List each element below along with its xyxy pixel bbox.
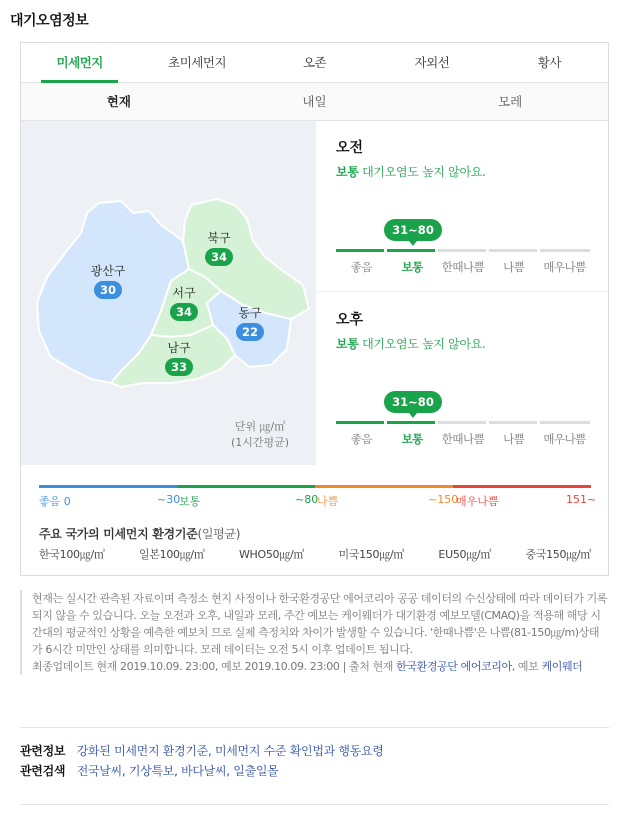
unit-caption <box>231 419 289 451</box>
grade-scale <box>336 391 590 446</box>
tab-now[interactable]: 현재 <box>106 94 131 109</box>
forecast-message: 대기오염도 높지 않아요. <box>362 337 486 351</box>
scale-label: 좋음 <box>350 260 372 274</box>
region-value-seo: 34 <box>170 303 198 321</box>
scale-label: 나쁨 <box>503 432 525 446</box>
related-info-link-guide[interactable]: 미세먼지 수준 확인법과 행동요령 <box>214 744 384 758</box>
related-info-label: 관련정보 <box>20 744 66 758</box>
source-prefix: | 출처 현재 <box>342 660 394 673</box>
related-search-link-sunrise[interactable]: 일출일몰 <box>233 764 279 778</box>
tab-pm10[interactable]: 미세먼지 <box>21 43 138 82</box>
scale-segment <box>387 421 435 424</box>
scale-segment <box>540 249 590 252</box>
standard-item: EU50㎍/㎥ <box>438 548 492 561</box>
region-label-dong: 동구 <box>238 306 262 320</box>
page-title: 대기오염정보 <box>10 13 89 29</box>
unit-note: (1시간평균) <box>231 436 290 449</box>
standards-title-text: 주요 국가의 미세먼지 환경기준 <box>39 527 198 541</box>
scale-label: 매우나쁨 <box>543 432 586 446</box>
range-bubble: 31~80 <box>384 219 442 241</box>
standards-title-note: (일평균) <box>197 527 241 541</box>
legend-label-bad: 나쁨 <box>317 495 339 508</box>
legend-bar-good <box>39 485 177 488</box>
legend-labels <box>39 493 597 509</box>
update-time: 최종업데이트 현재 2019.10.09. 23:00, 예보 2019.10.09. 23:00 <box>32 660 340 673</box>
scale-label: 매우나쁨 <box>543 260 586 274</box>
separator: , <box>207 744 215 758</box>
notice-update-line <box>32 658 609 675</box>
forecast-panel <box>316 121 608 465</box>
scale-segment <box>336 421 384 424</box>
region-label-gwangsan: 광산구 <box>90 264 126 278</box>
scale-label: 보통 <box>401 432 423 446</box>
region-label-buk: 북구 <box>207 231 231 245</box>
region-map <box>21 121 316 465</box>
divider <box>20 727 609 728</box>
forecast-status <box>336 163 590 180</box>
tab-day-after[interactable]: 모레 <box>498 94 523 109</box>
air-quality-card <box>20 42 609 576</box>
legend-label-80: ~80 <box>295 493 319 506</box>
tab-ozone[interactable]: 오존 <box>302 55 327 70</box>
related-search-link-alert[interactable]: 기상특보 <box>128 764 175 778</box>
tab-yellow-dust[interactable]: 황사 <box>537 55 561 70</box>
separator: , <box>174 764 182 778</box>
related-search <box>20 762 278 779</box>
legend-bar-very-bad <box>453 485 591 488</box>
forecast-message: 대기오염도 높지 않아요. <box>362 165 486 179</box>
scale-segment <box>489 249 537 252</box>
legend-label-very-bad: 매우나쁨 <box>456 495 499 508</box>
forecast-period: 오후 <box>336 312 364 328</box>
forecast-period: 오전 <box>336 140 364 156</box>
related-search-link-weather[interactable]: 전국날씨 <box>76 764 122 778</box>
forecast-status <box>336 335 590 352</box>
standard-item: 미국150㎍/㎥ <box>338 548 405 561</box>
related-search-label: 관련검색 <box>20 764 66 778</box>
standards-list <box>39 546 591 562</box>
forecast-divider <box>316 291 608 292</box>
legend-label-30: ~30 <box>157 493 181 506</box>
scale-label: 좋음 <box>350 432 372 446</box>
source-mid: , 예보 <box>511 660 539 673</box>
scale-segment <box>438 249 486 252</box>
divider <box>20 804 609 805</box>
scale-label: 나쁨 <box>503 260 525 274</box>
scale-label: 보통 <box>401 260 423 274</box>
tab-uv[interactable]: 자외선 <box>414 55 450 70</box>
related-search-link-sea[interactable]: 바다날씨 <box>181 764 227 778</box>
grade-scale <box>336 219 590 274</box>
legend-label-151: 151~ <box>566 493 597 506</box>
source-kweather-link[interactable]: 케이웨더 <box>541 660 583 673</box>
region-label-seo: 서구 <box>172 286 196 300</box>
legend-bar-bad <box>315 485 453 488</box>
forecast-grade: 보통 <box>336 337 359 351</box>
related-info <box>20 742 384 759</box>
scale-labels <box>336 431 590 447</box>
tab-pm25[interactable]: 초미세먼지 <box>168 55 227 70</box>
source-prefix-text: 출처 현재 <box>349 660 394 673</box>
notice-text: 현재는 실시간 관측된 자료이며 측정소 현지 사정이나 한국환경공단 에어코리아 공공 데이터의 수신상태에 따라 데이터가 기록되지 않을 수 있습니다. 오늘 오전과 오후, 내일과 모레, 주간 예보는 케이웨더가 대기환경 예보모델(CMAQ)을 적용해 해당 시간대의 평균적인 상황을 예측한 예보치 므로 실제 측정치와 차이가 발생할 수 있습니다. '한때나쁨'은 나쁨(81-150㎍/m)상태가 6시간 미만인 상태를 의미합니다. 모레 데이터는 오전 5시 이후 업데이트 됩니다. <box>32 592 608 656</box>
separator: , <box>121 764 129 778</box>
region-value-dong: 22 <box>236 323 264 341</box>
data-notice <box>20 590 609 675</box>
forecast-grade: 보통 <box>336 165 359 179</box>
legend-bar-normal <box>177 485 315 488</box>
unit-label: 단위 ㎍/㎥ <box>234 420 286 433</box>
scale-segment <box>336 249 384 252</box>
legend-label-150: ~150 <box>428 493 459 506</box>
forecast-afternoon <box>336 309 590 459</box>
forecast-morning <box>336 137 590 297</box>
standard-item: 중국150㎍/㎥ <box>525 548 591 561</box>
region-label-nam: 남구 <box>167 341 191 355</box>
scale-segment <box>387 249 435 252</box>
standard-item: 일본100㎍/㎥ <box>138 548 205 561</box>
separator: , <box>226 764 234 778</box>
legend-bar <box>39 485 591 488</box>
region-value-gwangsan: 30 <box>94 281 122 299</box>
scale-segment <box>540 421 590 424</box>
legend-label-good: 좋음 0 <box>39 495 71 508</box>
scale-label: 한때나쁨 <box>441 260 485 274</box>
scale-segment <box>489 421 537 424</box>
region-value-buk: 34 <box>205 248 233 266</box>
legend-label-normal: 보통 <box>179 495 201 508</box>
standards-title <box>39 525 240 542</box>
pollutant-tabs <box>21 43 608 83</box>
standard-item: 한국100㎍/㎥ <box>39 548 105 561</box>
range-bubble: 31~80 <box>384 391 442 413</box>
region-value-nam: 33 <box>165 358 193 376</box>
related-info-link-standard[interactable]: 강화된 미세먼지 환경기준 <box>76 744 208 758</box>
scale-label: 한때나쁨 <box>441 432 485 446</box>
time-tabs <box>21 83 608 121</box>
source-airkorea-link[interactable]: 한국환경공단 에어코리아 <box>396 660 512 673</box>
scale-labels <box>336 259 590 275</box>
tab-tomorrow[interactable]: 내일 <box>302 94 327 109</box>
standard-item: WHO50㎍/㎥ <box>238 548 305 561</box>
scale-segment <box>438 421 486 424</box>
